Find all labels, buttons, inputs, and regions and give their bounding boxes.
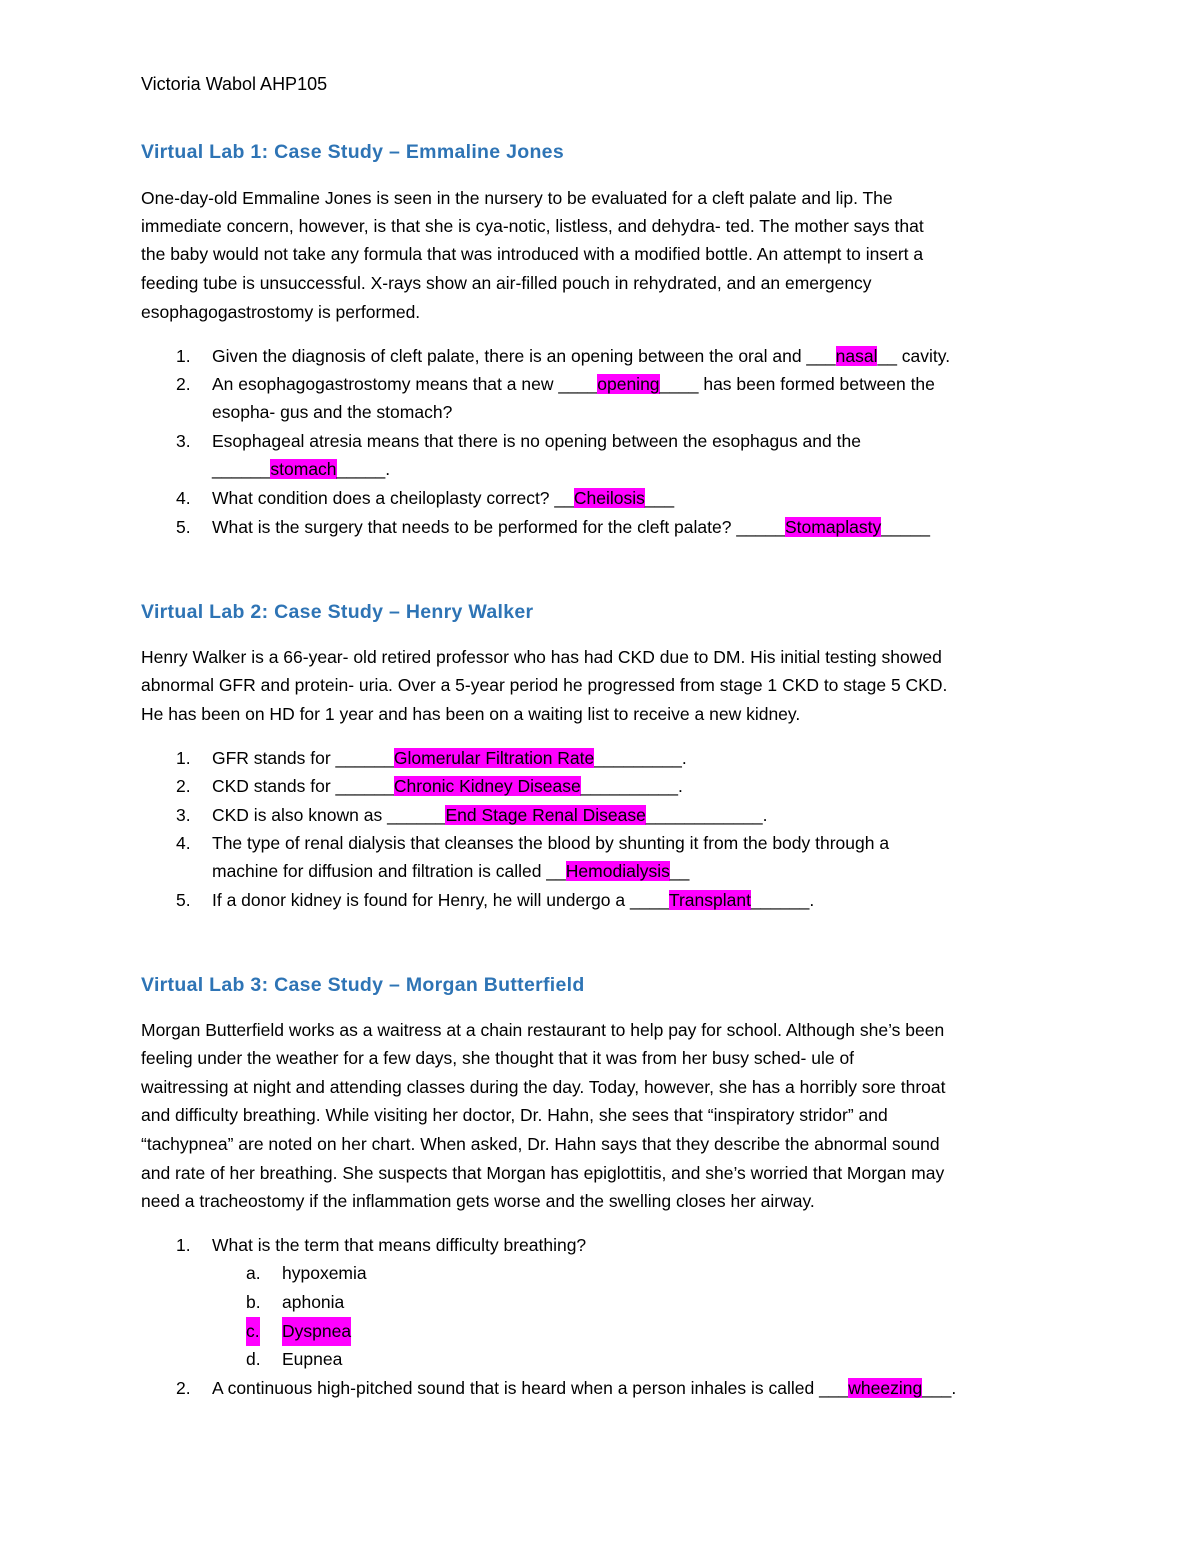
question-number: 5.	[176, 517, 191, 537]
question-number: 3.	[176, 431, 191, 451]
question-number: 2.	[176, 374, 191, 394]
highlighted-answer: opening	[597, 374, 660, 394]
question-text: ______	[212, 459, 271, 479]
highlighted-answer: Stomaplasty	[784, 517, 882, 537]
option-text: hypoxemia	[282, 1263, 367, 1283]
highlighted-answer: Hemodialysis	[565, 861, 670, 881]
lab3-para-line: waitressing at night and attending classes during the day. Today, however, she has a horribly sore throat	[141, 1077, 946, 1097]
lab2-para-line: abnormal GFR and protein- uria. Over a 5-year period he progressed from stage 1 CKD to stage 5 CKD.	[141, 675, 948, 695]
question-text: An esophagogastrostomy means that a new ____	[212, 374, 598, 394]
option-text: aphonia	[282, 1292, 345, 1312]
option-letter: c.	[246, 1317, 260, 1346]
lab3-para-line: and difficulty breathing. While visiting her doctor, Dr. Hahn, she sees that “inspiratory stridor” and	[141, 1105, 888, 1125]
lab2-para-line: Henry Walker is a 66-year- old retired professor who has had CKD due to DM. His initial testing showed	[141, 647, 942, 667]
question-text: The type of renal dialysis that cleanses the blood by shunting it from the body through a	[212, 833, 890, 853]
author-header: Victoria Wabol AHP105	[141, 74, 328, 94]
question-text-end: _____	[881, 517, 930, 537]
question-text-end: ___	[644, 488, 675, 508]
question-text-end: _____.	[336, 459, 391, 479]
question-text-end: __	[669, 861, 690, 881]
question-text: What is the term that means difficulty breathing?	[212, 1235, 587, 1255]
option-text: Eupnea	[282, 1349, 343, 1369]
question-number: 5.	[176, 890, 191, 910]
highlighted-answer: Glomerular Filtration Rate	[393, 748, 595, 768]
lab3-para-line: Morgan Butterfield works as a waitress at a chain restaurant to help pay for school. Although she’s been	[141, 1020, 945, 1040]
lab3-title: Virtual Lab 3: Case Study – Morgan Butterfield	[141, 974, 585, 996]
question-text: GFR stands for ______	[212, 748, 394, 768]
question-text-end: __________.	[580, 776, 683, 796]
question-number: 1.	[176, 346, 191, 366]
question-number: 2.	[176, 1378, 191, 1398]
option-letter: d.	[246, 1349, 261, 1369]
question-text-end: __ cavity.	[877, 346, 951, 366]
question-number: 4.	[176, 833, 191, 853]
question-text-end: _________.	[594, 748, 687, 768]
highlighted-answer: Chronic Kidney Disease	[393, 776, 581, 796]
highlighted-answer: wheezing	[848, 1378, 923, 1398]
question-number: 1.	[176, 748, 191, 768]
question-number: 2.	[176, 776, 191, 796]
question-text-end: ______.	[750, 890, 815, 910]
lab1-para-line: feeding tube is unsuccessful. X-rays show an air-filled pouch in rehydrated, and an emergency	[141, 273, 872, 293]
question-text: If a donor kidney is found for Henry, he will undergo a ____	[212, 890, 669, 910]
question-text: What is the surgery that needs to be performed for the cleft palate? _____	[212, 517, 785, 537]
highlighted-answer: stomach	[270, 459, 337, 479]
lab3-para-line: “tachypnea” are noted on her chart. When asked, Dr. Hahn says that they describe the abnormal sound	[141, 1134, 940, 1154]
lab3-para-line: feeling under the weather for a few days, she thought that it was from her busy sched- ule of	[141, 1048, 855, 1068]
lab1-para-line: One-day-old Emmaline Jones is seen in the nursery to be evaluated for a cleft palate and lip. The	[141, 188, 893, 208]
option-letter: a.	[246, 1263, 261, 1283]
option-letter: b.	[246, 1292, 261, 1312]
question-text-end: ___.	[922, 1378, 957, 1398]
lab2-title: Virtual Lab 2: Case Study – Henry Walker	[141, 601, 534, 623]
lab1-title: Virtual Lab 1: Case Study – Emmaline Jones	[141, 141, 564, 163]
question-text-end: ____ has been formed between the	[659, 374, 935, 394]
highlighted-answer: End Stage Renal Disease	[445, 805, 646, 825]
question-text: esopha- gus and the stomach?	[212, 402, 453, 422]
question-text-end: ____________.	[645, 805, 768, 825]
lab1-para-line: immediate concern, however, is that she is cya-notic, listless, and dehydra- ted. The mother says that	[141, 216, 924, 236]
highlighted-answer: Transplant	[668, 890, 751, 910]
option-text: Dyspnea	[282, 1317, 351, 1346]
question-text: A continuous high-pitched sound that is heard when a person inhales is called ___	[212, 1378, 849, 1398]
question-text: machine for diffusion and filtration is called __	[212, 861, 566, 881]
question-text: Given the diagnosis of cleft palate, there is an opening between the oral and ___	[212, 346, 836, 366]
lab3-para-line: and rate of her breathing. She suspects that Morgan has epiglottitis, and she’s worried that Morgan may	[141, 1163, 945, 1183]
highlighted-answer: Cheilosis	[573, 488, 645, 508]
question-number: 3.	[176, 805, 191, 825]
lab2-para-line: He has been on HD for 1 year and has been on a waiting list to receive a new kidney.	[141, 704, 801, 724]
question-text: CKD stands for ______	[212, 776, 394, 796]
question-number: 1.	[176, 1235, 191, 1255]
question-text: Esophageal atresia means that there is no opening between the esophagus and the	[212, 431, 861, 451]
question-number: 4.	[176, 488, 191, 508]
question-text: What condition does a cheiloplasty correct? __	[212, 488, 574, 508]
question-text: CKD is also known as ______	[212, 805, 446, 825]
lab3-para-line: need a tracheostomy if the inflammation gets worse and the swelling closes her airway.	[141, 1191, 815, 1211]
lab1-para-line: esophagogastrostomy is performed.	[141, 302, 421, 322]
lab1-para-line: the baby would not take any formula that was introduced with a modified bottle. An attempt to insert a	[141, 244, 924, 264]
highlighted-answer: nasal	[835, 346, 878, 366]
